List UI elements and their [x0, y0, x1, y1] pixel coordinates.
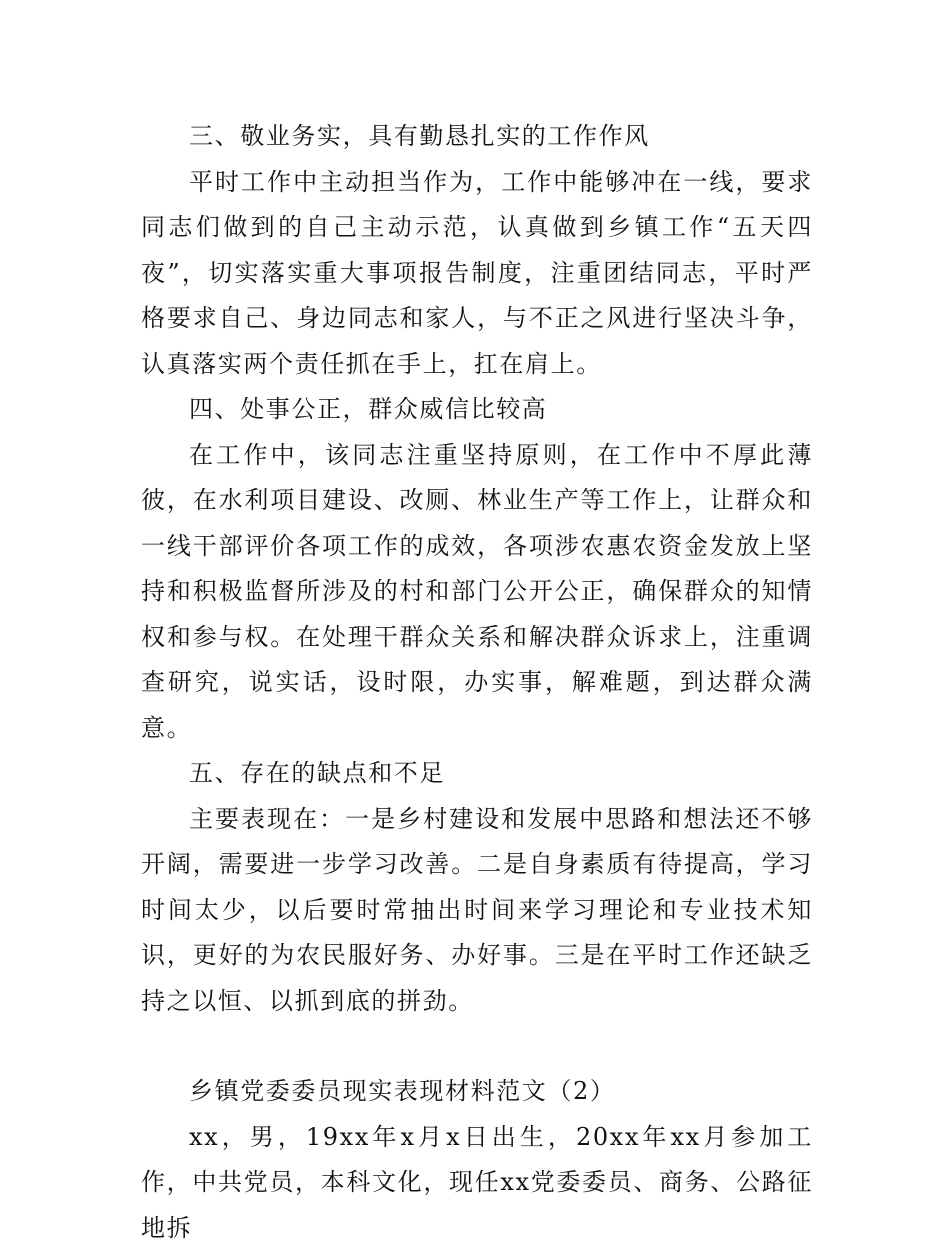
document-content [141, 114, 813, 1251]
section-body-3: 平时工作中主动担当作为，工作中能够冲在一线，要求同志们做到的自己主动示范，认真做到乡镇工作“五天四夜”，切实落实重大事项报告制度，注重团结同志，平时严格要求自己、身边同志和家人，与不正之风进行坚决斗争，认真落实两个责任抓在手上，扛在肩上。 [141, 160, 813, 388]
section-heading-4: 四、处事公正，群众威信比较高 [141, 387, 813, 433]
section-heading-3: 三、敬业务实，具有勤恳扎实的工作作风 [141, 114, 813, 160]
section-body-5: 主要表现在：一是乡村建设和发展中思路和想法还不够开阔，需要进一步学习改善。二是自身素质有待提高，学习时间太少，以后要时常抽出时间来学习理论和专业技术知识，更好的为农民服好务、办好事。三是在平时工作还缺乏持之以恒、以抓到底的拼劲。 [141, 797, 813, 1025]
section-gap [141, 1024, 813, 1069]
section-heading-5: 五、存在的缺点和不足 [141, 751, 813, 797]
next-article-title: 乡镇党委委员现实表现材料范文（2） [141, 1069, 813, 1115]
section-body-4: 在工作中，该同志注重坚持原则，在工作中不厚此薄彼，在水利项目建设、改厕、林业生产等工作上，让群众和一线干部评价各项工作的成效，各项涉农惠农资金发放上坚持和积极监督所涉及的村和部门公开公正，确保群众的知情权和参与权。在处理干群众关系和解决群众诉求上，注重调查研究，说实话，设时限，办实事，解难题，到达群众满意。 [141, 433, 813, 752]
next-article-body: xx，男，19xx年x月x日出生，20xx年xx月参加工作，中共党员，本科文化，现任xx党委委员、商务、公路征地拆 [141, 1115, 813, 1251]
